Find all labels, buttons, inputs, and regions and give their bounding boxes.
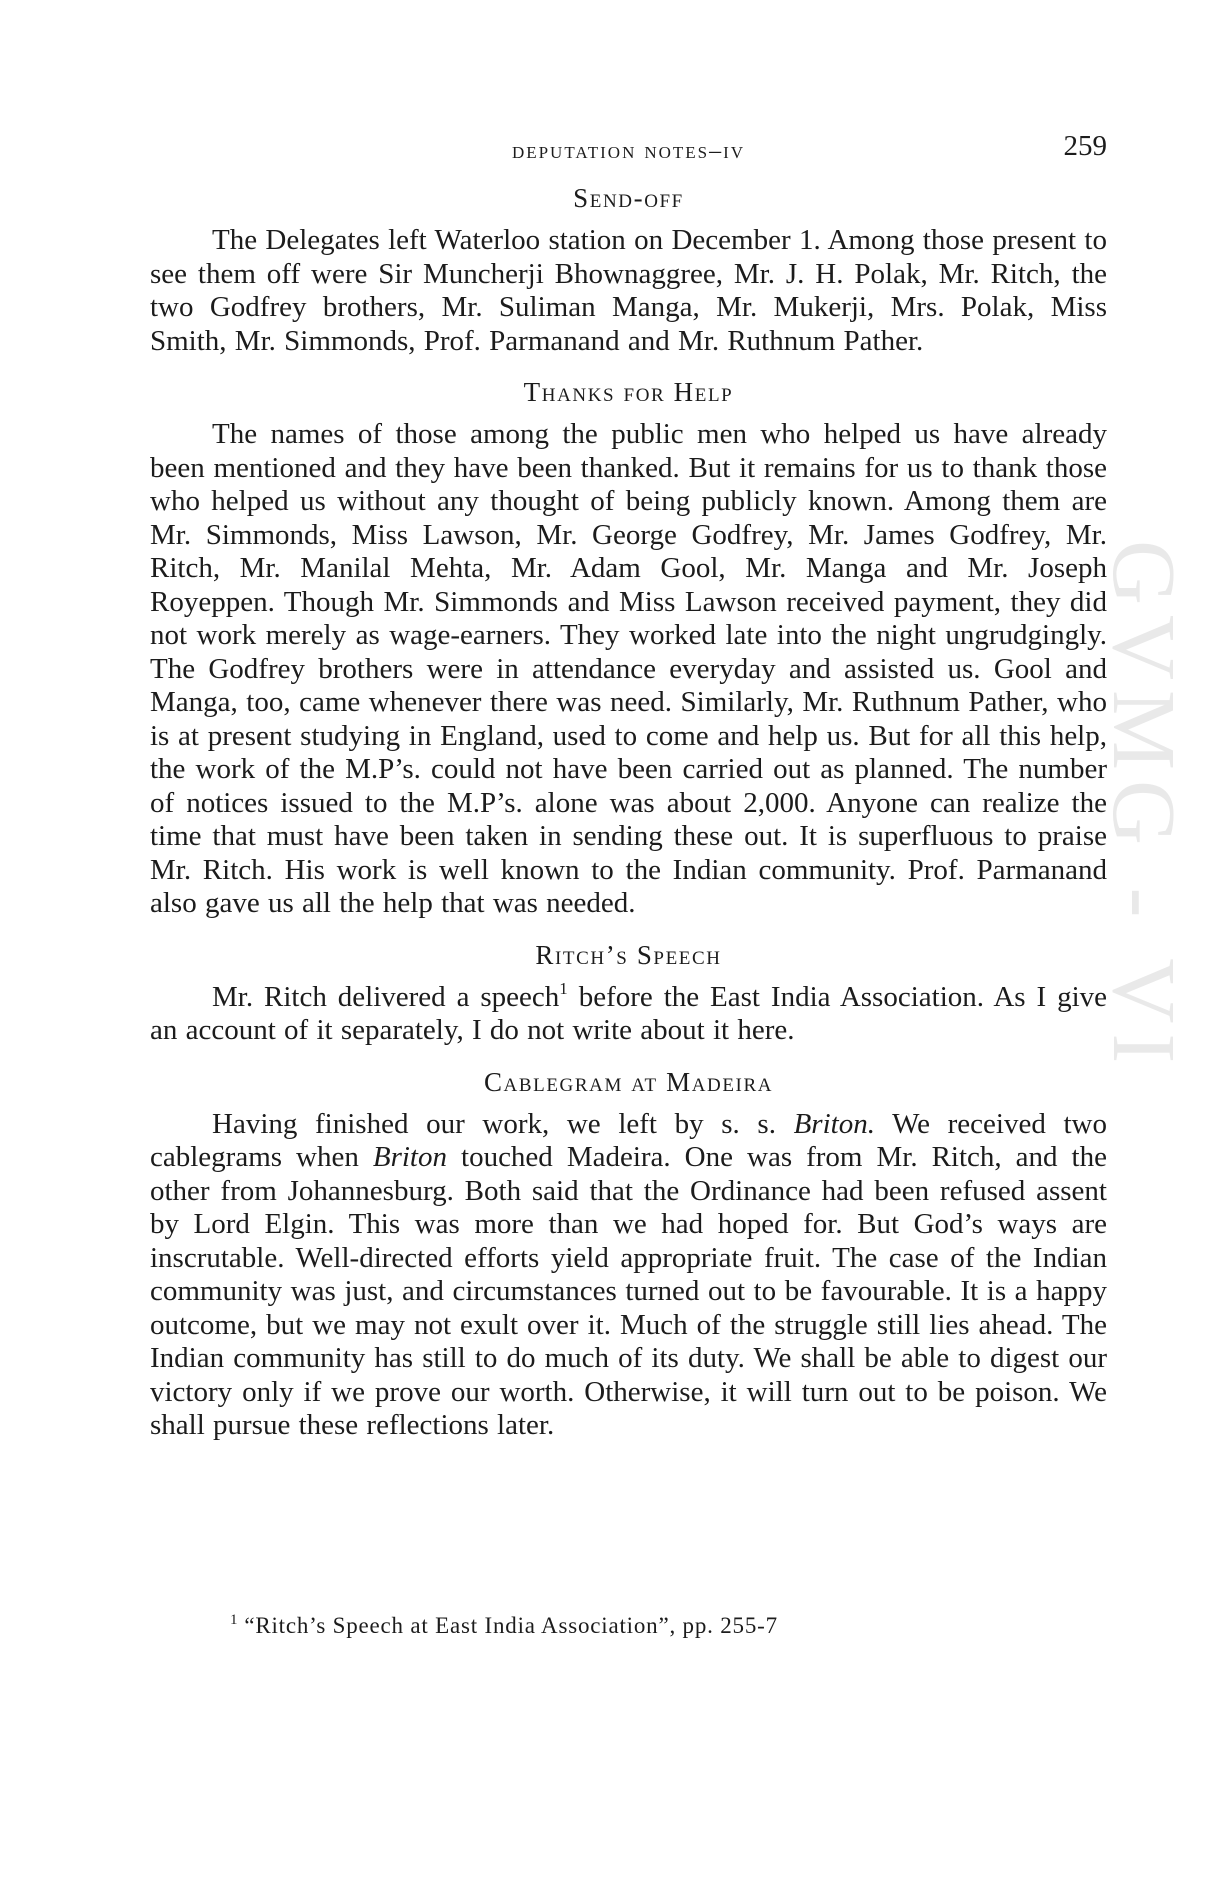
section-heading-cablegram-at-madeira: Cablegram at Madeira: [483, 1066, 774, 1097]
watermark: GVMG - VI: [1094, 540, 1193, 1074]
paragraph-text: Mr. Ritch delivered a speech: [212, 980, 560, 1013]
paragraph-text: touched Madeira. One was from Mr. Ritch, and the other from Johannesburg. Both said that the Ordinance had been refused assent by Lord Elgin. This was more than we had hoped for. But God’s ways are inscrutable. Well-directed efforts yield appropriate fruit. The case of the Indian community was just, and circumstances turned out to be favourable. It is a happy outcome, but we may not exult over it. Much of the struggle still lies ahead. The Indian community has still to do much of its duty. We shall be able to digest our victory only if we prove our worth. Otherwise, it will turn out to be poison. We shall pursue these reflections later.: [150, 1141, 1107, 1441]
footnote: [230, 1612, 778, 1639]
paragraph-text: We received two cablegrams when: [150, 1107, 1107, 1173]
section-heading-ritchs-speech: Ritch’s Speech: [535, 939, 722, 970]
ship-name: Briton.: [793, 1107, 875, 1140]
paragraph-text: before the East India Association. As I give an account of it separately, I do not write about it here.: [150, 980, 1107, 1046]
section-heading-send-off: Send-off: [573, 183, 684, 213]
document-page: [150, 0, 1107, 1890]
footnote-reference[interactable]: 1: [559, 978, 568, 998]
paragraph-send-off: The Delegates left Waterloo station on December 1. Among those present to see them off were Sir Muncherji Bhownaggree, Mr. J. H. Polak, Mr. Ritch, the two Godfrey brothers, Mr. Suliman Manga, Mr. Mukerji, Mrs. Polak, Miss Smith, Mr. Simmonds, Prof. Parmanand and Mr. Ruthnum Pather.: [150, 224, 1107, 357]
footnote-text: “Ritch’s Speech at East India Association”, pp. 255-7: [244, 1613, 778, 1638]
running-title: deputation notes–iv: [511, 138, 746, 164]
paragraph-cablegram: [150, 1108, 1107, 1443]
page-number: 259: [1063, 130, 1107, 162]
footnote-marker: 1: [230, 1612, 239, 1628]
paragraph-text: Having finished our work, we left by s. s.: [212, 1107, 794, 1140]
page-content: [150, 180, 1107, 1459]
ship-name: Briton: [372, 1141, 447, 1173]
section-heading-thanks-for-help: Thanks for Help: [523, 377, 734, 407]
paragraph-thanks-for-help: The names of those among the public men who helped us have already been mentioned and they have been thanked. But it remains for us to thank those who helped us without any thought of being publicly known. Among them are Mr. Simmonds, Miss Lawson, Mr. George Godfrey, Mr. James Godfrey, Mr. Ritch, Mr. Manilal Mehta, Mr. Adam Gool, Mr. Manga and Mr. Joseph Royeppen. Though Mr. Simmonds and Miss Lawson received payment, they did not work merely as wage-earners. They worked late into the night ungrudgingly. The Godfrey brothers were in attendance everyday and assisted us. Gool and Manga, too, came whenever there was need. Similarly, Mr. Ruthnum Pather, who is at present studying in England, used to come and help us. But for all this help, the work of the M.P’s. could not have been carried out as planned. The number of notices issued to the M.P’s. alone was about 2,000. Anyone can realize the time that must have been taken in sending these out. It is superfluous to praise Mr. Ritch. His work is well known to the Indian community. Prof. Parmanand also gave us all the help that was needed.: [150, 418, 1107, 919]
paragraph-ritchs-speech: [150, 978, 1107, 1048]
running-head: [150, 130, 1107, 170]
